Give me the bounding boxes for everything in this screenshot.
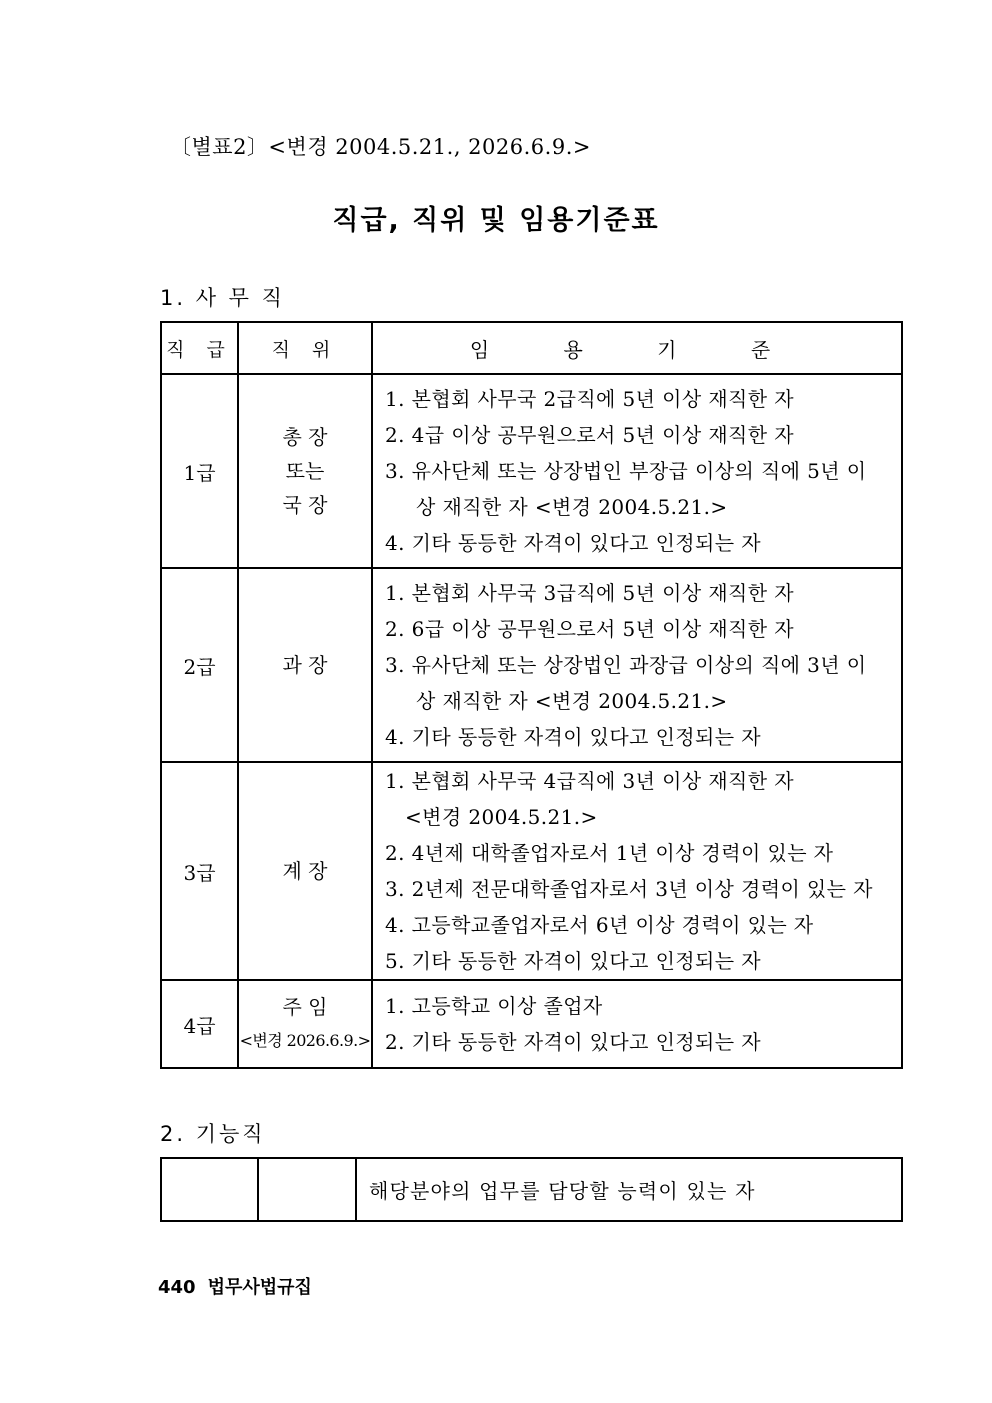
criteria-item: 2. 4급 이상 공무원으로서 5년 이상 재직한 자 bbox=[385, 423, 794, 447]
section-heading-clerical: 1. 사 무 직 bbox=[160, 286, 285, 310]
table-row bbox=[161, 762, 902, 980]
criteria-item: 4. 고등학교졸업자로서 6년 이상 경력이 있는 자 bbox=[385, 913, 814, 937]
position-line: 계 장 bbox=[282, 859, 328, 883]
empty-cell bbox=[161, 1158, 258, 1221]
table-row bbox=[161, 980, 902, 1068]
grade-cell: 2급 bbox=[161, 568, 238, 762]
position-line: 주 임 bbox=[282, 995, 328, 1019]
criteria-item: 1. 본협회 사무국 4급직에 3년 이상 재직한 자 bbox=[385, 769, 794, 793]
criteria-item: 1. 본협회 사무국 2급직에 5년 이상 재직한 자 bbox=[385, 387, 794, 411]
criteria-item: 상 재직한 자 <변경 2004.5.21.> bbox=[416, 495, 728, 519]
criteria-item: 1. 본협회 사무국 3급직에 5년 이상 재직한 자 bbox=[385, 581, 794, 605]
criteria-item: 3. 2년제 전문대학졸업자로서 3년 이상 경력이 있는 자 bbox=[385, 877, 873, 901]
page-footer bbox=[158, 1273, 312, 1299]
criteria-cell bbox=[372, 980, 902, 1068]
header-grade: 직 급 bbox=[161, 322, 238, 374]
page-number: 440 bbox=[158, 1277, 196, 1298]
criteria-item: 1. 고등학교 이상 졸업자 bbox=[385, 994, 603, 1018]
header-criteria: 임 용 기 준 bbox=[372, 322, 902, 374]
position-line: 과 장 bbox=[282, 653, 328, 677]
position-cell bbox=[238, 568, 372, 762]
grade-cell: 4급 bbox=[161, 980, 238, 1068]
criteria-item: 5. 기타 동등한 자격이 있다고 인정되는 자 bbox=[385, 949, 761, 973]
book-title: 법무사법규집 bbox=[207, 1277, 312, 1298]
criteria-cell: 해당분야의 업무를 담당할 능력이 있는 자 bbox=[356, 1158, 902, 1221]
table-row bbox=[161, 374, 902, 568]
position-cell bbox=[238, 762, 372, 980]
criteria-item: 4. 기타 동등한 자격이 있다고 인정되는 자 bbox=[385, 531, 761, 555]
appointment-criteria-table bbox=[160, 321, 903, 1069]
section-heading-technical: 2. 기능직 bbox=[160, 1122, 266, 1146]
page-title: 직급, 직위 및 임용기준표 bbox=[332, 205, 660, 236]
criteria-item: 3. 유사단체 또는 상장법인 부장급 이상의 직에 5년 이 bbox=[385, 459, 867, 483]
position-cell bbox=[238, 374, 372, 568]
position-note: <변경 2026.6.9.> bbox=[239, 1031, 371, 1050]
empty-cell bbox=[258, 1158, 356, 1221]
table-row bbox=[161, 568, 902, 762]
position-line: 국 장 bbox=[282, 493, 328, 517]
criteria-item: 2. 6급 이상 공무원으로서 5년 이상 재직한 자 bbox=[385, 617, 794, 641]
table-header-row bbox=[161, 322, 902, 374]
grade-cell: 1급 bbox=[161, 374, 238, 568]
criteria-item: 상 재직한 자 <변경 2004.5.21.> bbox=[416, 689, 728, 713]
criteria-item: <변경 2004.5.21.> bbox=[405, 805, 598, 829]
header-position: 직 위 bbox=[238, 322, 372, 374]
position-cell bbox=[238, 980, 372, 1068]
criteria-cell bbox=[372, 374, 902, 568]
annex-label: 〔별표2〕<변경 2004.5.21., 2026.6.9.> bbox=[170, 135, 591, 159]
criteria-item: 4. 기타 동등한 자격이 있다고 인정되는 자 bbox=[385, 725, 761, 749]
table-row bbox=[161, 1158, 902, 1221]
grade-cell: 3급 bbox=[161, 762, 238, 980]
position-line: 또는 bbox=[285, 459, 325, 483]
criteria-cell bbox=[372, 762, 902, 980]
criteria-item: 3. 유사단체 또는 상장법인 과장급 이상의 직에 3년 이 bbox=[385, 653, 867, 677]
criteria-item: 2. 기타 동등한 자격이 있다고 인정되는 자 bbox=[385, 1030, 761, 1054]
criteria-item: 2. 4년제 대학졸업자로서 1년 이상 경력이 있는 자 bbox=[385, 841, 834, 865]
technical-criteria-table bbox=[160, 1157, 903, 1222]
position-line: 총 장 bbox=[282, 425, 328, 449]
criteria-cell bbox=[372, 568, 902, 762]
